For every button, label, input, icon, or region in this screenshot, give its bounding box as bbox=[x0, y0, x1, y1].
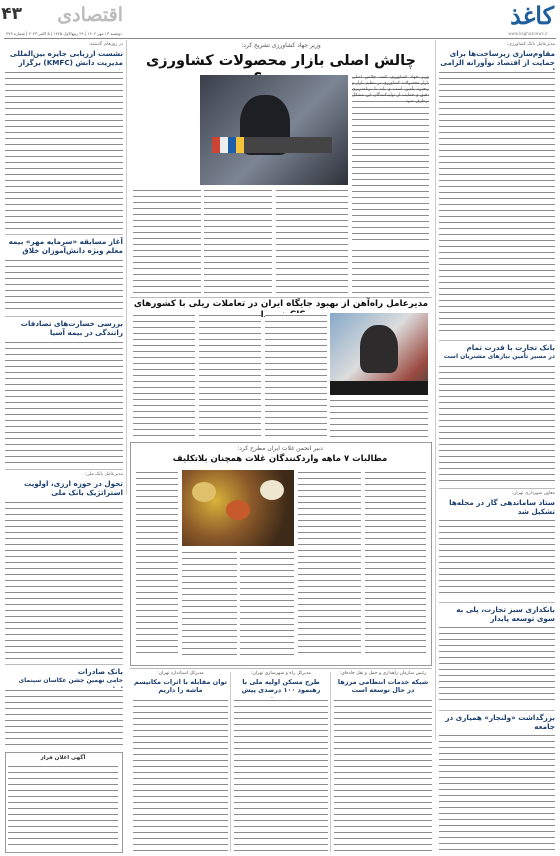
left-rule-4 bbox=[5, 664, 123, 665]
left-headline-2: آغاز مسابقه «سرمایه مهر» بیمه معلم ویژه دانش‌آموزان خلاق bbox=[8, 237, 123, 255]
column-divider-left bbox=[126, 40, 127, 495]
bottom-story-2-body bbox=[234, 698, 328, 851]
right-headline-2: بانک تجارت با قدرت تمام bbox=[466, 343, 555, 352]
right-rule-1 bbox=[439, 340, 555, 341]
right-body-4 bbox=[439, 625, 555, 705]
railway-body-col-2 bbox=[199, 313, 261, 438]
grain-bowl-3 bbox=[260, 480, 284, 500]
railway-ceo-photo bbox=[330, 313, 428, 395]
ceo-suit bbox=[330, 381, 428, 395]
main-body-column-1b bbox=[352, 248, 429, 293]
right-rule-2 bbox=[439, 488, 555, 489]
left-rule-3 bbox=[5, 469, 123, 470]
left-headline-1: نشست ارزیابی جایزه بین‌المللی مدیریت دانش (KMFC) برگزار bbox=[9, 49, 123, 67]
grain-body-col-4 bbox=[136, 470, 178, 658]
main-body-column-4 bbox=[133, 188, 201, 293]
right-body-2 bbox=[439, 364, 555, 484]
section-title: اقتصادی bbox=[57, 4, 123, 26]
railway-body-col-1 bbox=[265, 313, 327, 438]
left-headline-5: بانک صادرات bbox=[77, 667, 123, 676]
grain-body-col-3 bbox=[182, 550, 237, 658]
minister-press-conference-photo bbox=[200, 75, 348, 185]
right-body-1 bbox=[439, 70, 555, 335]
bottom-story-1-kicker: رئیس سازمان راهداری و حمل و نقل جاده‌ای: bbox=[339, 671, 427, 676]
bottom-story-3-headline: توان مقابله با اثرات مکانیسم ماشه را داریم bbox=[134, 678, 227, 694]
left-rule-2 bbox=[5, 316, 123, 317]
main-body-column-2 bbox=[276, 188, 348, 293]
grain-body-col-2 bbox=[240, 550, 294, 658]
grain-bowl-2 bbox=[226, 500, 250, 520]
left-kicker-1: در روزهای گذشته: bbox=[88, 42, 123, 47]
grain-spices-photo bbox=[182, 470, 294, 546]
right-rule-4 bbox=[439, 710, 555, 711]
left-body-5 bbox=[5, 688, 123, 748]
newspaper-website: www.kaghaznews.ir bbox=[508, 31, 548, 36]
right-headline-1: مقاوم‌سازی زیرساخت‌ها برای حمایت از اقتصاد نوآورانه الزامی bbox=[440, 49, 555, 67]
railway-body-col-0 bbox=[330, 398, 428, 438]
column-divider-right bbox=[435, 40, 436, 740]
right-headline-5: بزرگداشت «ولنجار» همیاری در جامعه bbox=[445, 713, 555, 731]
grain-body-col-0 bbox=[365, 470, 426, 658]
right-kicker-1: مدیرعامل بانک کشاورزی: bbox=[506, 42, 555, 47]
right-body-3 bbox=[439, 518, 555, 598]
main-kicker: وزیر جهاد کشاورزی تشریح کرد: bbox=[241, 42, 321, 49]
main-body-column-3 bbox=[204, 188, 272, 293]
left-headline-3: بررسی خسارت‌های تصادفات رانندگی در بیمه آسیا bbox=[20, 319, 123, 337]
railway-body-col-3 bbox=[133, 313, 195, 438]
page-number: ۴۳ bbox=[1, 4, 22, 24]
right-kicker-3: معاون شهرداری تهران: bbox=[511, 491, 555, 496]
grain-body-col-1 bbox=[298, 470, 361, 658]
notice-title: آگهی اعلان فراز bbox=[40, 755, 86, 761]
right-body-5 bbox=[439, 733, 555, 851]
left-headline-5-sub: حامی نهمین جشن عکاسان سینمای bbox=[18, 677, 123, 684]
microphones bbox=[212, 137, 332, 153]
grain-headline: مطالبات ۷ ماهه واردکنندگان غلات همچنان بلاتکلیف bbox=[172, 454, 388, 464]
right-headline-3: ستاد ساماندهی گاز در محله‌ها تشکیل شد bbox=[449, 498, 555, 516]
bottom-divider-1 bbox=[230, 672, 231, 852]
ceo-silhouette bbox=[360, 325, 398, 373]
bottom-story-1-body bbox=[334, 698, 432, 851]
bottom-story-3-body bbox=[133, 698, 228, 851]
grain-kicker: دبیر انجمن غلات ایران مطرح کرد: bbox=[237, 445, 323, 452]
newspaper-logo: کاغذ bbox=[510, 1, 554, 30]
left-kicker-4: مدیرعامل بانک ملی: bbox=[84, 472, 123, 477]
left-rule-1 bbox=[5, 234, 123, 235]
bottom-divider-2 bbox=[330, 672, 331, 852]
grain-bowl-1 bbox=[192, 482, 216, 502]
right-rule-3 bbox=[439, 602, 555, 603]
header-rule bbox=[4, 38, 556, 39]
left-body-2 bbox=[5, 258, 123, 312]
middle-story-rule bbox=[130, 297, 432, 298]
bottom-story-2-kicker: مدیرکل راه و شهرسازی تهران: bbox=[250, 671, 311, 676]
issue-dateline: دوشنبه ۱۳ مهر ۱۴۰۲ | ۲۹ ربیع‌الاول ۱۴۴۵ | ۵ اکتبر ۲۰۲۳ | شماره ۳۷۹ bbox=[6, 31, 122, 36]
left-body-1 bbox=[5, 70, 123, 230]
bottom-story-2-headline: طرح مسکن اولیه ملی با رهنمود ۱۰۰ درصدی پیش bbox=[241, 678, 321, 694]
right-headline-4: بانکداری سبز تجارت، پلی به سوی توسعه پایدار bbox=[456, 605, 555, 623]
left-body-3 bbox=[5, 340, 123, 465]
left-body-4 bbox=[5, 500, 123, 660]
main-headline: چالش اصلی بازار محصولات کشاورزی bbox=[146, 53, 416, 69]
left-headline-4: تحول در حوزه ارزی، اولویت استراتژیک بانک ملی bbox=[23, 479, 123, 497]
bottom-story-1-headline: شبکه خدمات انتظامی مرزها در حال توسعه است bbox=[337, 678, 429, 694]
notice-body bbox=[8, 764, 118, 848]
main-body-column-1: وزیر جهاد کشاورزی گفت چالش اصلی بازار محصولات کشاورزی در تنظیم بازار و زنجیره تأمین است و باید با برنامه‌ریزی دقیق و حمایت از تولیدکنندگان این مشکل برطرف شود. bbox=[352, 75, 429, 243]
railway-headline: مدیرعامل راه‌آهن از بهبود جایگاه ایران در تعاملات ریلی با کشورهای داد bbox=[133, 299, 429, 320]
bottom-story-3-kicker: مدیرکل استاندارد تهران: bbox=[157, 671, 204, 676]
right-headline-2-sub: در مسیر تأمین نیازهای مشتریان است bbox=[443, 353, 555, 360]
bottom-row-rule bbox=[130, 668, 432, 669]
